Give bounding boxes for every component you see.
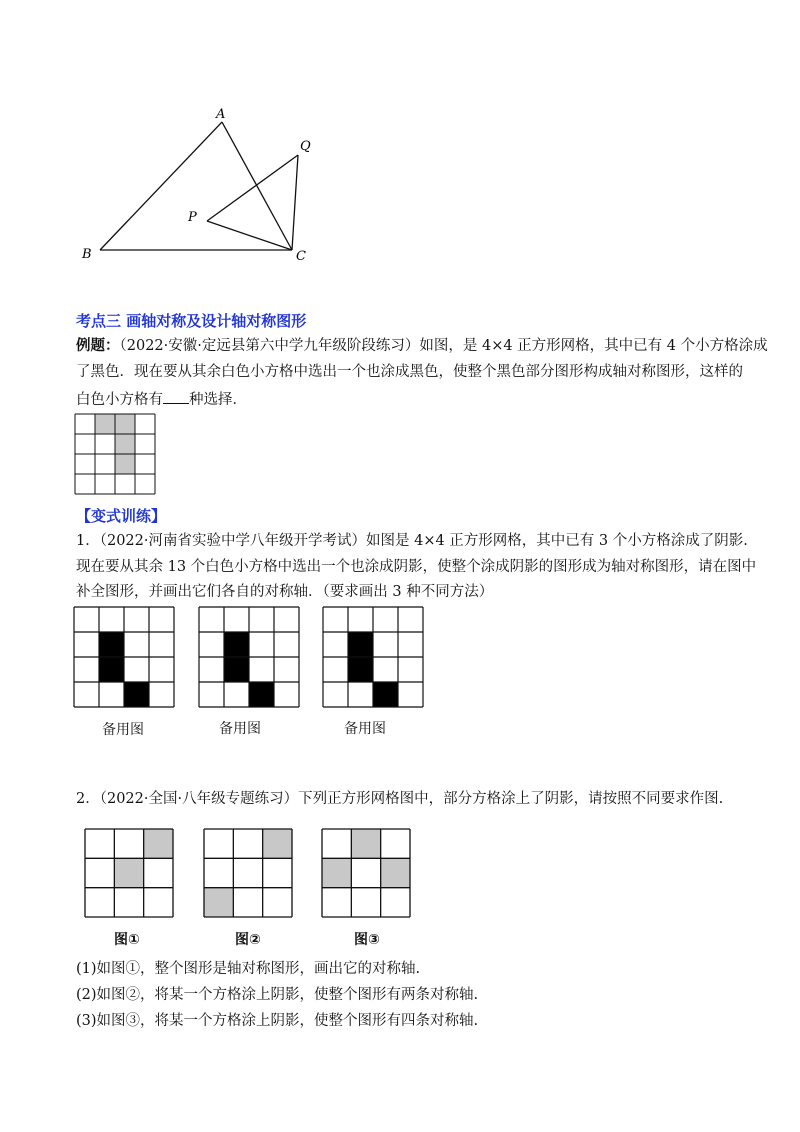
q1-line-2: 现在要从其余 13 个白色小方格中选出一个也涂成阴影，使整个涂成阴影的图形成为轴对称图形，请在图中 [76,559,757,575]
shaded-cell [115,414,135,434]
segment-cq [292,155,298,250]
q2-caption-1: 图① [114,932,140,948]
section-heading: 考点三 画轴对称及设计轴对称图形 [76,312,307,330]
label-p: P [188,210,197,225]
example-line-3 [76,391,247,408]
shaded-cell [224,632,249,657]
q2-caption-2: 图② [235,932,261,948]
triangle-figure [70,100,330,270]
q1-line-1: 1．（2022·河南省实验中学八年级开学考试）如图是 4×4 正方形网格，其中已有 3 个小方格涂成了阴影. [76,533,748,549]
q2-grid-2 [203,828,293,918]
q1-caption-2: 备用图 [219,721,261,737]
shaded-cell [95,414,115,434]
example-line-3-pre: 白色小方格有 [76,392,163,408]
shaded-cell [224,657,249,682]
example-grid [74,413,156,495]
q1-caption-1: 备用图 [102,722,144,738]
q1-line-3: 补全图形，并画出它们各自的对称轴．（要求画出 3 种不同方法） [76,584,494,600]
q2-line-1: 2．（2022·全国·八年级专题练习）下列正方形网格图中，部分方格涂上了阴影，请按照不同要求作图. [76,791,724,807]
shaded-cell [115,454,135,474]
example-line-3-post: 种选择． [189,392,247,408]
shaded-cell [322,858,351,887]
shaded-cell [99,657,124,682]
label-a: A [216,107,226,122]
shaded-cell [249,682,274,707]
q1-grid-3 [322,606,424,708]
q1-caption-3: 备用图 [344,721,386,737]
segment-qp [207,155,298,221]
shaded-cell [348,657,373,682]
example-line-1-text: （2022·安徽·定远县第六中学九年级阶段练习）如图，是 4×4 正方形网格，其中已有 4 个小方格涂成 [119,338,768,354]
example-line-1 [76,339,768,354]
q1-grid-1 [73,606,175,708]
q2-sub-2: (2)如图②，将某一个方格涂上阴影，使整个图形有两条对称轴. [76,987,479,1003]
shaded-cell [204,888,233,917]
label-c: C [296,249,306,264]
q1-grid-2 [198,606,300,708]
shaded-cell [144,829,173,858]
shaded-cell [124,682,149,707]
shaded-cell [381,858,410,887]
shaded-cell [373,682,398,707]
q2-caption-3: 图③ [354,932,380,948]
shaded-cell [114,858,143,887]
shaded-cell [99,632,124,657]
segment-ac [222,122,292,250]
shaded-cell [348,632,373,657]
answer-blank [163,391,189,404]
q2-sub-3: (3)如图③，将某一个方格涂上阴影，使整个图形有四条对称轴. [76,1013,479,1029]
label-b: B [82,247,92,262]
shaded-cell [263,829,292,858]
label-q: Q [300,139,311,154]
q2-grid-3 [321,828,411,918]
example-label: 例题： [76,337,120,354]
example-line-2: 了黑色．现在要从其余白色小方格中选出一个也涂成黑色，使整个黑色部分图形构成轴对称图形，这样的 [76,364,743,380]
shaded-cell [351,829,380,858]
q2-sub-1: (1)如图①，整个图形是轴对称图形，画出它的对称轴. [76,961,421,977]
q2-grid-1 [84,828,174,918]
shaded-cell [115,434,135,454]
segment-ba [100,122,222,250]
variant-heading: 【变式训练】 [76,507,167,525]
